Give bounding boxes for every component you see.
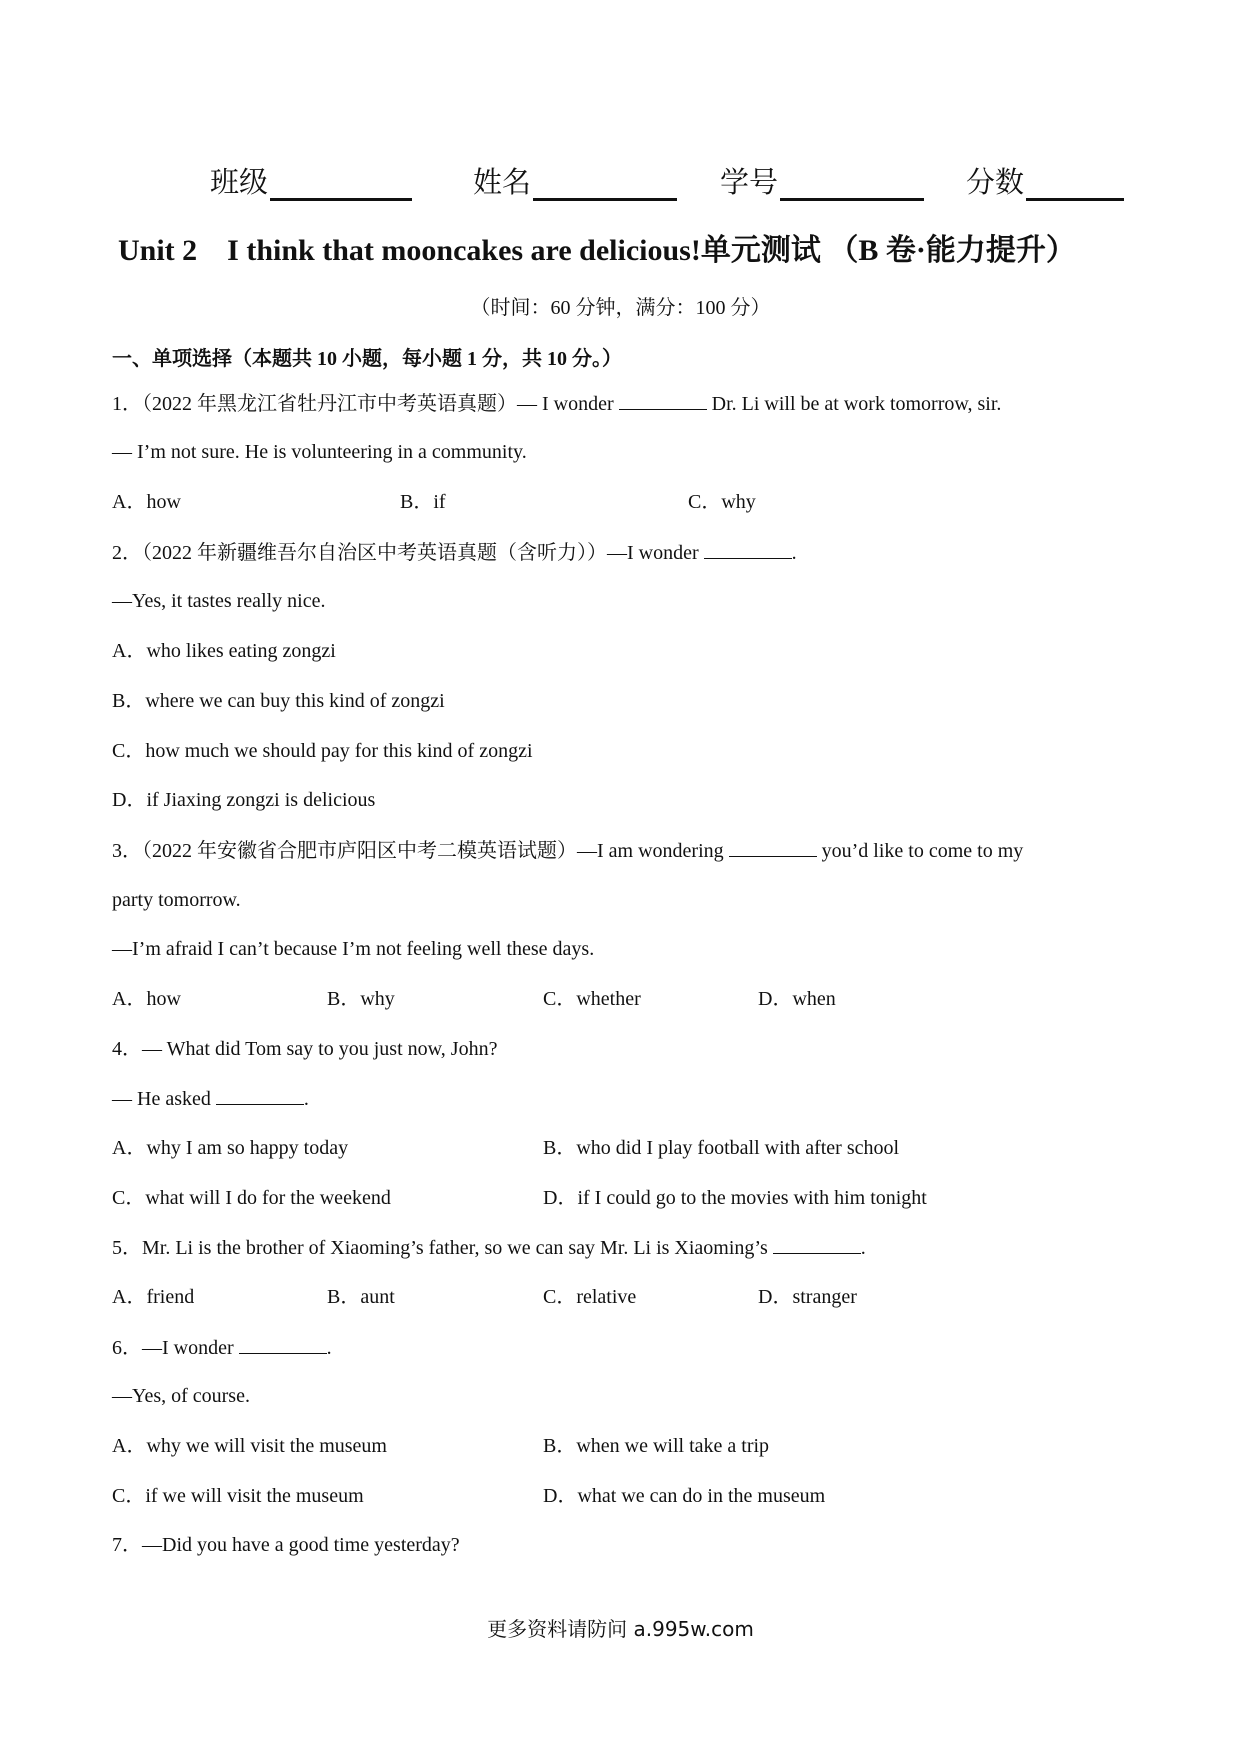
question-2-option-d[interactable]: D．if Jiaxing zongzi is delicious xyxy=(112,789,376,811)
question-2-option-b[interactable]: B．where we can buy this kind of zongzi xyxy=(112,690,445,712)
student-id-field[interactable] xyxy=(720,160,924,201)
question-1-option-c[interactable]: C．why xyxy=(688,491,756,513)
question-4-option-b[interactable]: B．who did I play football with after school xyxy=(543,1137,900,1159)
question-3-option-c[interactable]: C．whether xyxy=(543,988,641,1010)
question-3-option-d[interactable]: D．when xyxy=(758,988,836,1010)
student-info-fields xyxy=(0,160,1241,206)
question-1-text-end: Dr. Li will be at work tomorrow, sir. xyxy=(706,393,1002,415)
question-3-text: 3．（2022 年安徽省合肥市庐阳区中考二模英语试题）—I am wondering xyxy=(112,840,729,862)
question-6-text-end: . xyxy=(326,1337,332,1359)
question-6 xyxy=(112,1335,332,1360)
question-4: 4．— What did Tom say to you just now, John? xyxy=(112,1038,498,1060)
question-5-option-d[interactable]: D．stranger xyxy=(758,1286,857,1308)
question-2-text-end: . xyxy=(791,542,797,564)
class-blank[interactable] xyxy=(270,166,412,201)
class-field[interactable] xyxy=(210,160,412,201)
question-3-text-cont: party tomorrow. xyxy=(112,889,241,911)
question-5-text-end: . xyxy=(860,1237,866,1259)
question-3-reply: —I’m afraid I can’t because I’m not feeling well these days. xyxy=(112,938,595,960)
question-5 xyxy=(112,1235,866,1260)
question-3 xyxy=(112,838,1023,863)
section-heading: 一、单项选择（本题共 10 小题，每小题 1 分，共 10 分。） xyxy=(112,348,622,370)
score-blank[interactable] xyxy=(1026,166,1124,201)
question-2-reply: —Yes, it tastes really nice. xyxy=(112,590,326,612)
question-6-option-c[interactable]: C．if we will visit the museum xyxy=(112,1485,364,1507)
question-3-text-end: you’d like to come to my xyxy=(816,840,1024,862)
name-field[interactable] xyxy=(473,160,677,201)
question-5-option-a[interactable]: A．friend xyxy=(112,1286,195,1308)
answer-blank[interactable] xyxy=(239,1335,327,1354)
question-4-option-a[interactable]: A．why I am so happy today xyxy=(112,1137,349,1159)
question-3-option-a[interactable]: A．how xyxy=(112,988,181,1010)
question-2-text: 2．（2022 年新疆维吾尔自治区中考英语真题（含听力））—I wonder xyxy=(112,542,704,564)
answer-blank[interactable] xyxy=(704,540,792,559)
question-4-reply-end: . xyxy=(303,1088,309,1110)
name-label: 姓名 xyxy=(473,165,532,199)
question-4-reply xyxy=(112,1086,309,1111)
question-6-option-b[interactable]: B．when we will take a trip xyxy=(543,1435,770,1457)
question-7: 7．—Did you have a good time yesterday? xyxy=(112,1534,460,1556)
class-label: 班级 xyxy=(210,165,269,199)
question-6-reply: —Yes, of course. xyxy=(112,1385,250,1407)
answer-blank[interactable] xyxy=(773,1235,861,1254)
question-5-text: 5．Mr. Li is the brother of Xiaoming’s father, so we can say Mr. Li is Xiaoming’s xyxy=(112,1237,773,1259)
question-6-option-a[interactable]: A．why we will visit the museum xyxy=(112,1435,387,1457)
question-1 xyxy=(112,391,1001,416)
answer-blank[interactable] xyxy=(729,838,817,857)
question-4-option-c[interactable]: C．what will I do for the weekend xyxy=(112,1187,391,1209)
exam-subtitle: （时间：60 分钟，满分：100 分） xyxy=(470,297,771,319)
footer-link[interactable]: 更多资料请防问 a.995w.com xyxy=(487,1617,754,1641)
question-1-option-b[interactable]: B．if xyxy=(400,491,446,513)
answer-blank[interactable] xyxy=(216,1086,304,1105)
question-5-option-b[interactable]: B．aunt xyxy=(327,1286,395,1308)
question-1-option-a[interactable]: A．how xyxy=(112,491,181,513)
score-label: 分数 xyxy=(966,165,1025,199)
question-6-option-d[interactable]: D．what we can do in the museum xyxy=(543,1485,826,1507)
question-3-option-b[interactable]: B．why xyxy=(327,988,395,1010)
question-1-text: 1．（2022 年黑龙江省牡丹江市中考英语真题）— I wonder xyxy=(112,393,619,415)
question-6-text: 6．—I wonder xyxy=(112,1337,239,1359)
score-field[interactable] xyxy=(966,160,1124,201)
question-2 xyxy=(112,540,797,565)
student-id-label: 学号 xyxy=(720,165,779,199)
exam-title: Unit 2 I think that mooncakes are delicious!单元测试 （B 卷·能力提升） xyxy=(118,234,1076,267)
name-blank[interactable] xyxy=(533,166,677,201)
question-4-reply-text: — He asked xyxy=(112,1088,216,1110)
question-5-option-c[interactable]: C．relative xyxy=(543,1286,637,1308)
question-1-reply: — I’m not sure. He is volunteering in a community. xyxy=(112,441,527,463)
student-id-blank[interactable] xyxy=(780,166,924,201)
question-4-option-d[interactable]: D．if I could go to the movies with him tonight xyxy=(543,1187,927,1209)
question-2-option-a[interactable]: A．who likes eating zongzi xyxy=(112,640,336,662)
question-2-option-c[interactable]: C．how much we should pay for this kind of zongzi xyxy=(112,740,533,762)
answer-blank[interactable] xyxy=(619,391,707,410)
